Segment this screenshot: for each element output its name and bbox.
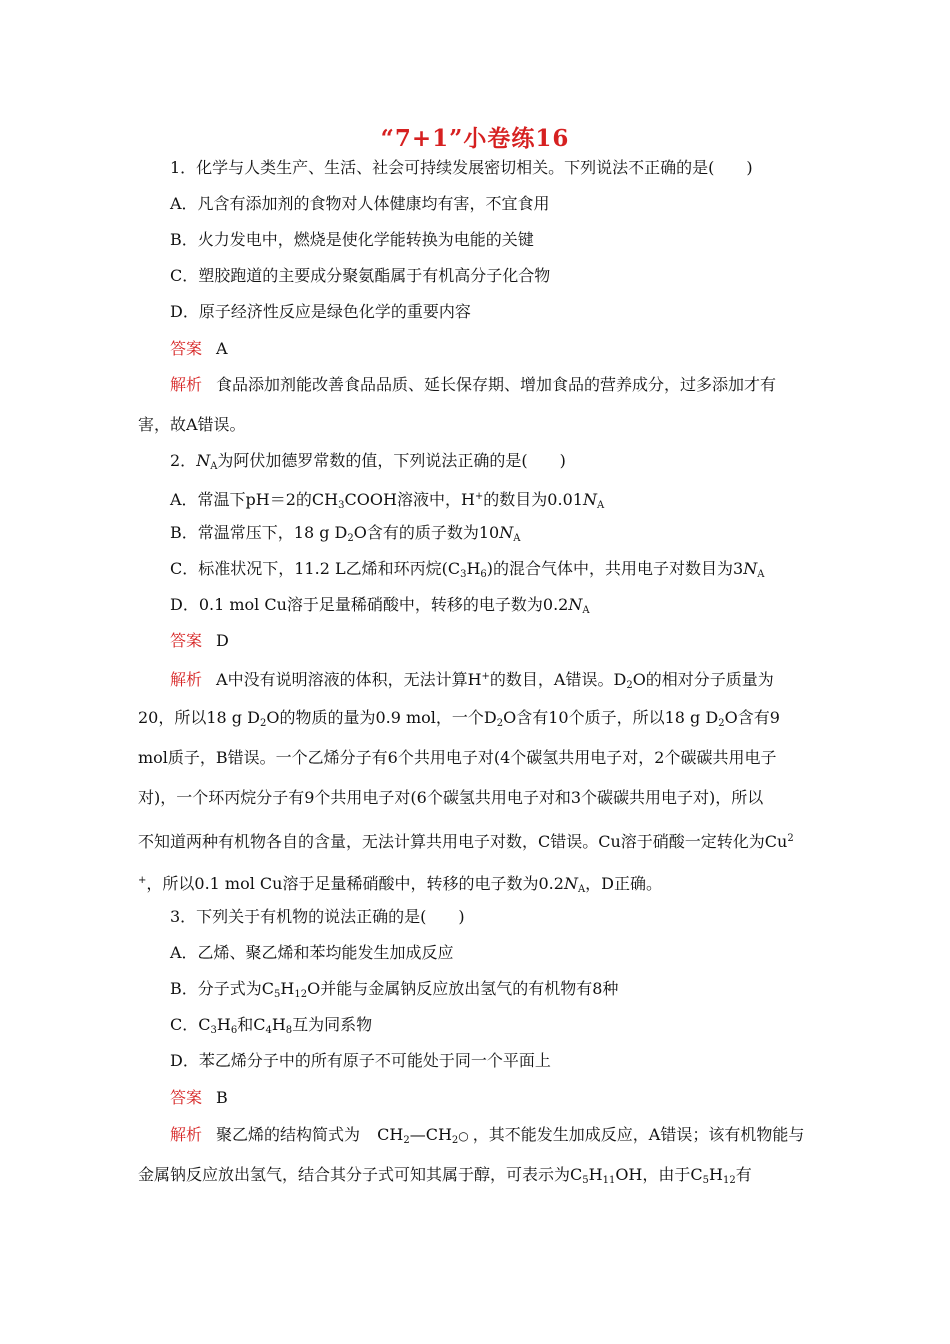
q3-option-b: B．分子式为$C_5H_{12}O$并能与金属钠反应放出氢气的有机物有8种 xyxy=(170,979,619,1000)
analysis-text: ，其不能发生加成反应，A错误；该有机物能与 xyxy=(472,1125,805,1144)
opt-text: 和C xyxy=(237,1015,266,1034)
q1-stem: 1．化学与人类生产、生活、社会可持续发展密切相关。下列说法不正确的是( ) xyxy=(170,158,753,177)
q2-stem-text: 为阿伏加德罗常数的值，下列说法正确的是( ) xyxy=(217,451,566,470)
analysis-text-a: 金属钠反应放出氢气，结合其分子式可知其属于醇，可表示为C xyxy=(138,1165,583,1184)
opt-text: COOH溶液中，H xyxy=(344,490,475,509)
analysis-text: O的相对分子质量为 xyxy=(632,670,774,689)
analysis-text-b: OH，由于C xyxy=(615,1165,703,1184)
q2-option-c: C．标准状况下，11.2 L乙烯和环丙烷$(C_3H_6)$的混合气体中，共用电子对数目为$3N_A$ xyxy=(170,559,765,580)
analysis-label: 解析 xyxy=(170,1125,203,1144)
analysis-text: O含有9 xyxy=(724,708,780,727)
opt-text: C．标准状况下，11.2 L乙烯和环丙烷(C xyxy=(170,559,461,578)
analysis-text: O的物质的量为0.9 mol，一个D xyxy=(266,708,497,727)
q3-answer xyxy=(170,1087,228,1109)
q1-analysis-line-2: 害，故A错误。 xyxy=(138,415,246,434)
q3-stem: 3．下列关于有机物的说法正确的是( ) xyxy=(170,907,465,926)
opt-text: A．常温下pH＝2的CH xyxy=(170,490,339,509)
q1-option-d: D．原子经济性反应是绿色化学的重要内容 xyxy=(170,302,471,321)
document-title: “7+1”小卷练16 xyxy=(380,125,570,152)
q1-answer xyxy=(170,338,228,360)
q1-analysis-line-1 xyxy=(170,374,776,396)
q1-option-c: C．塑胶跑道的主要成分聚氨酯属于有机高分子化合物 xyxy=(170,266,551,285)
q2-option-d: D．0.1 mol Cu溶于足量稀硝酸中，转移的电子数为$0.2N_A$ xyxy=(170,595,590,616)
analysis-label: 解析 xyxy=(170,670,203,689)
opt-text: B．常温常压下，18 g D xyxy=(170,523,348,542)
q2-option-b: B．常温常压下，18 g $D_2O$含有的质子数为$10N_A$ xyxy=(170,523,521,544)
polyethylene-structure-formula: $CH_2—CH_2○$ xyxy=(377,1125,469,1146)
q2-analysis-line-4: 对)，一个环丙烷分子有9个共用电子对(6个碳氢共用电子对和3个碳碳共用电子对)，所以 xyxy=(138,788,764,807)
q3-option-c: C．$C_3H_6$和$C_4H_8$互为同系物 xyxy=(170,1015,373,1036)
analysis-text: ，所以0.1 mol Cu溶于足量稀硝酸中，转移的电子数为0.2 xyxy=(146,874,564,893)
opt-text: C．C xyxy=(170,1015,211,1034)
q2-analysis-line-3: mol质子，B错误。一个乙烯分子有6个共用电子对(4个碳氢共用电子对，2个碳碳共用电子 xyxy=(138,748,777,767)
analysis-text: 金属钠反应放出氢气，结合其分子式可知其属于醇，可表示为$C_5H_{11}OH$，由于$C_5H_{12}$有 xyxy=(138,1165,752,1186)
analysis-text: 不知道两种有机物各自的含量，无法计算共用电子对数，C错误。Cu溶于硝酸一定转化为Cu xyxy=(138,832,788,851)
q3-option-d: D．苯乙烯分子中的所有原子不可能处于同一个平面上 xyxy=(170,1051,551,1070)
opt-text: 的混合气体中，共用电子对数目为3 xyxy=(493,559,744,578)
q2-analysis-line-1: 解析 A中没有说明溶液的体积，无法计算H+的数目，A错误。$D_2O$的相对分子质量为 xyxy=(170,670,774,691)
q3-analysis-line-2 xyxy=(138,1164,815,1192)
q3-analysis-line-1 xyxy=(170,1124,804,1152)
q3-option-a: A．乙烯、聚乙烯和苯均能发生加成反应 xyxy=(170,943,454,962)
opt-text: 互为同系物 xyxy=(292,1015,373,1034)
analysis-text: 食品添加剂能改善食品品质、延长保存期、增加食品的营养成分，过多添加才有 xyxy=(216,375,777,394)
opt-text: O含有的质子数为10 xyxy=(353,523,500,542)
q2-option-a: A．常温下pH＝2的$CH_3COOH$溶液中，H+的数目为$0.01N_A$ xyxy=(170,490,605,511)
answer-value: D xyxy=(216,631,229,650)
q2-analysis-line-2: 20，所以18 g $D_2O$的物质的量为0.9 mol，一个$D_2O$含有10个质子，所以18 g $D_2O$含有9 xyxy=(138,708,780,729)
q2-stem: 2．$N_A$为阿伏加德罗常数的值，下列说法正确的是( ) xyxy=(170,451,566,472)
q1-option-a: A．凡含有添加剂的食物对人体健康均有害，不宜食用 xyxy=(170,194,550,213)
answer-label: 答案 xyxy=(170,1088,203,1107)
opt-text: D．0.1 mol Cu溶于足量稀硝酸中，转移的电子数为0.2 xyxy=(170,595,569,614)
analysis-text: ，D正确。 xyxy=(585,874,663,893)
q2-answer xyxy=(170,630,229,652)
analysis-text: 聚乙烯的结构简式为 xyxy=(216,1125,361,1144)
opt-text: 的数目为0.01 xyxy=(483,490,583,509)
answer-label: 答案 xyxy=(170,631,203,650)
q2-analysis-line-5: 不知道两种有机物各自的含量，无法计算共用电子对数，C错误。Cu溶于硝酸一定转化为Cu$^2$ xyxy=(138,832,794,851)
analysis-label: 解析 xyxy=(170,375,203,394)
answer-value: B xyxy=(216,1088,228,1107)
analysis-text: 的数目，A错误。D xyxy=(489,670,627,689)
analysis-text: A中没有说明溶液的体积，无法计算H xyxy=(216,670,482,689)
opt-text: B．分子式为C xyxy=(170,979,275,998)
answer-label: 答案 xyxy=(170,339,203,358)
q1-option-b: B．火力发电中，燃烧是使化学能转换为电能的关键 xyxy=(170,230,534,249)
analysis-text: O含有10个质子，所以18 g D xyxy=(503,708,719,727)
answer-value: A xyxy=(216,339,228,358)
q2-analysis-line-6: +，所以0.1 mol Cu溶于足量稀硝酸中，转移的电子数为$0.2N_A$，D正确。 xyxy=(138,874,663,895)
analysis-text-c: 有 xyxy=(735,1165,752,1184)
opt-text: O并能与金属钠反应放出氢气的有机物有8种 xyxy=(307,979,619,998)
analysis-text: 20，所以18 g D xyxy=(138,708,260,727)
